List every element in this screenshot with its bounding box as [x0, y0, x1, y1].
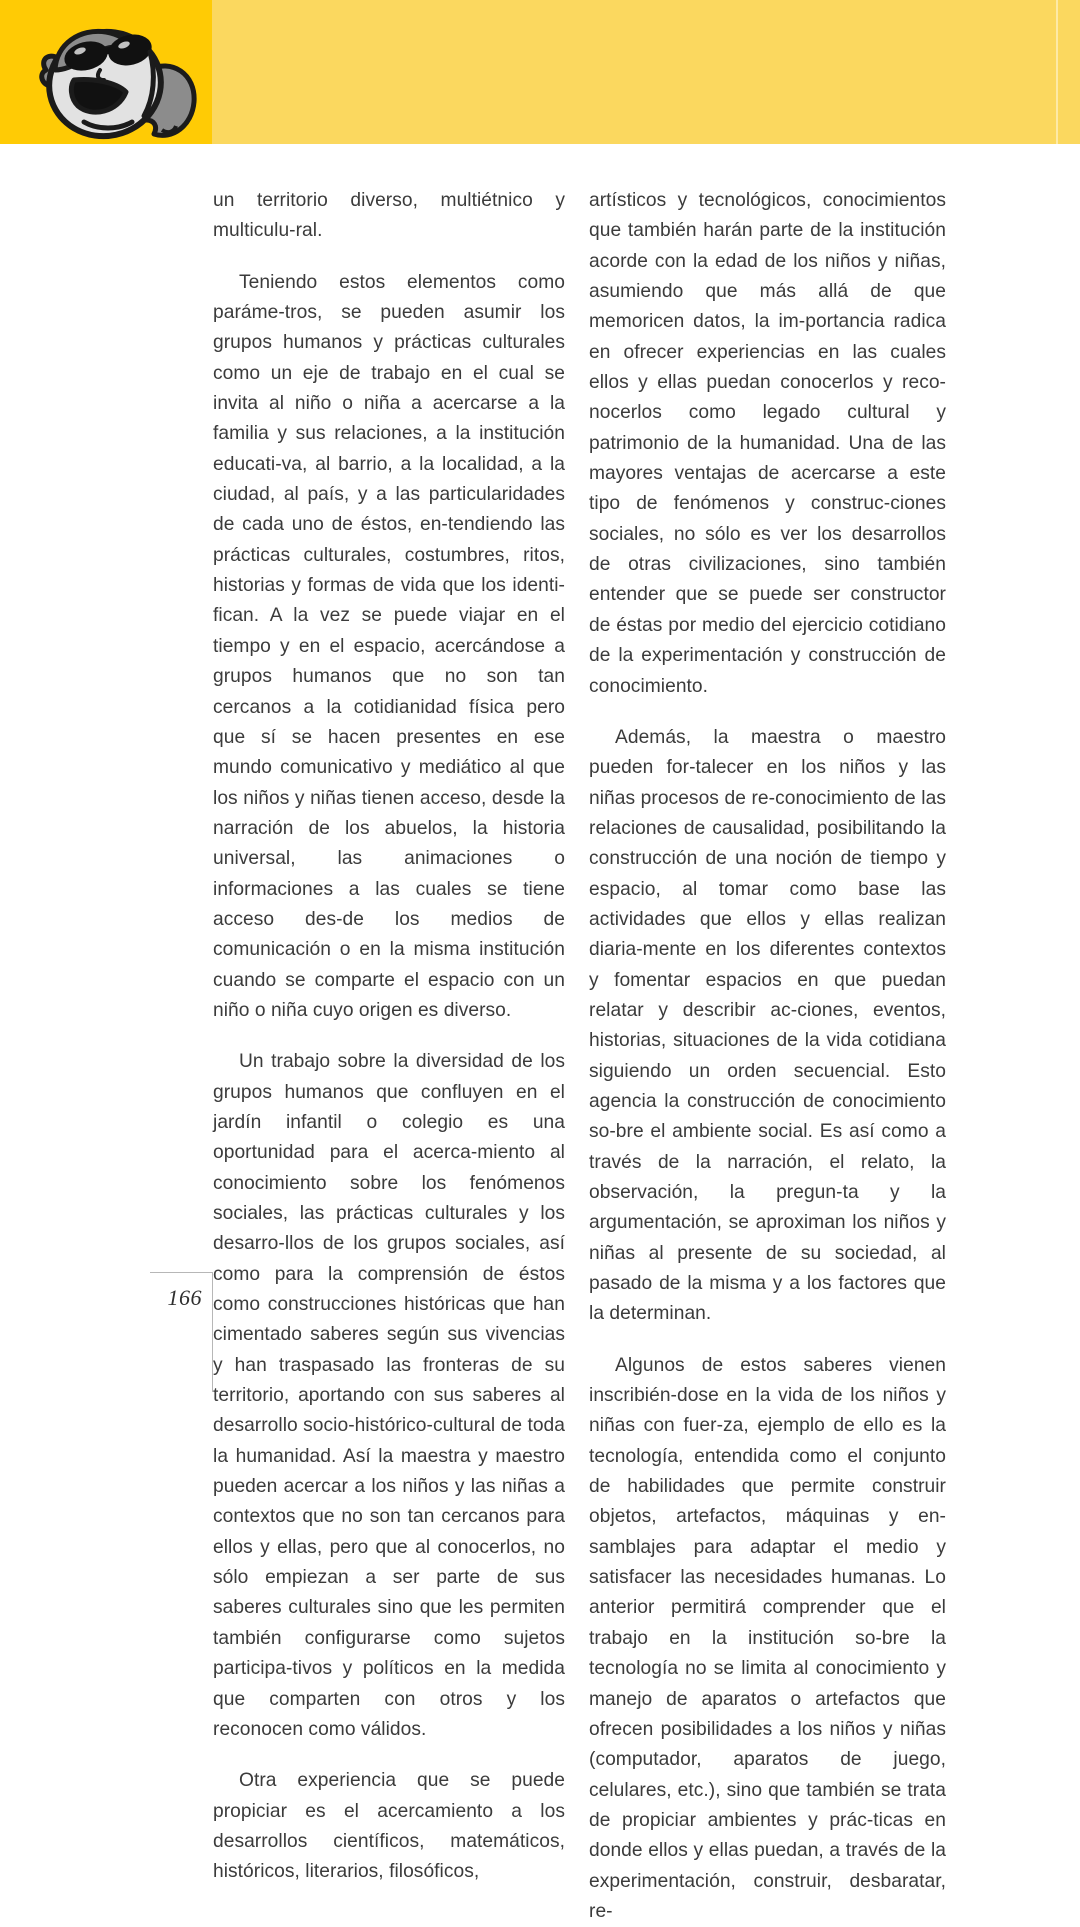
text-column-left	[213, 186, 565, 1888]
page-number: 166	[167, 1285, 202, 1310]
folio-vertical-rule	[212, 1272, 213, 1392]
folio-horizontal-rule	[150, 1272, 213, 1273]
paragraph: Un trabajo sobre la diversidad de los grupos humanos que confluyen en el jardín infantil o colegio es una oportunidad para el acerca-miento al conocimiento sobre los fenómenos sociales, las prácticas culturales y los desarro-llos de los grupos sociales, así como para la comprensión de éstos como construcciones históricas que han cimentado saberes según sus vivencias y han traspasado las fronteras de su territorio, aportando con sus saberes al desarrollo socio-histórico-cultural de toda la humanidad. Así la maestra y maestro pueden acercar a los niños y las niñas a contextos que no son tan cercanos para ellos y ellas, pero que al conocerlos, no sólo empiezan a ser parte de sus saberes culturales sino que les permiten también configurarse como sujetos participa-tivos y políticos en la medida que comparten con otros y los reconocen como válidos.	[213, 1051, 565, 1740]
paragraph: Otra experiencia que se puede propiciar es el acercamiento a los desarrollos científicos, matemáticos, históricos, literarios, filosóficos,	[213, 1770, 565, 1883]
folio-block	[150, 1272, 213, 1392]
text-column-right	[589, 186, 946, 1927]
paragraph: artísticos y tecnológicos, conocimientos que también harán parte de la institución acorde con la edad de los niños y niñas, asumiendo que más allá de que memoricen datos, la im-portancia radica en ofrecer experiencias en las cuales ellos y ellas puedan conocerlos y reco-nocerlos como legado cultural y patrimonio de la humanidad. Una de las mayores ventajas de acercarse a este tipo de fenómenos y construc-ciones sociales, no sólo es ver los desarrollos de otras civilizaciones, sino también entender que se puede ser constructor de éstas por medio del ejercicio cotidiano de la experimentación y construcción de conocimiento.	[589, 190, 946, 697]
paragraph: Además, la maestra o maestro pueden for-talecer en los niños y las niñas procesos de re-conocimiento de las relaciones de causalidad, posibilitando la construcción de una noción de tiempo y espacio, al tomar como base las actividades que ellos y ellas realizan diaria-mente en los diferentes contextos y fomentar espacios en que puedan relatar y describir ac-ciones, eventos, historias, situaciones de la vida cotidiana siguiendo un orden secuencial. Esto agencia la construcción de conocimiento so-bre el ambiente social. Es así como a través de la narración, el relato, la observación, la pregun-ta y la argumentación, se aproximan los niños y niñas al presente de su sociedad, al pasado de la misma y a los factores que la determinan.	[589, 726, 946, 1325]
paragraph: un territorio diverso, multiétnico y multiculu-ral.	[213, 190, 565, 242]
paragraph: Teniendo estos elementos como paráme-tros, se pueden asumir los grupos humanos y prácticas culturales como un eje de trabajo en el cual se invita al niño o niña a acercarse a la familia y sus relaciones, a la institución educati-va, al barrio, a la localidad, a la ciudad, al país, y a las particularidades de cada uno de éstos, en-tendiendo las prácticas culturales, costumbres, ritos, historias y formas de vida que los identi-fican. A la vez se puede viajar en el tiempo y en el espacio, acercándose a grupos humanos que no son tan cercanos a la cotidianidad física pero que sí se hacen presentes en ese mundo comunicativo y mediático al que los niños y niñas tienen acceso, desde la narración de los abuelos, la historia universal, las animaciones o informaciones a las cuales se tiene acceso des-de los medios de comunicación o en la misma institución cuando se comparte el espacio con un niño o niña cuyo origen es diverso.	[213, 271, 565, 1021]
paragraph: Algunos de estos saberes vienen inscribién-dose en la vida de los niños y niñas con fuer-za, ejemplo de ello es la tecnología, entendida como el conjunto de habilidades que permite construir objetos, artefactos, máquinas y en-samblajes para adaptar el medio y satisfacer las necesidades humanas. Lo anterior permitirá comprender que el trabajo en la institución so-bre la tecnología no se limita al conocimiento y manejo de aparatos o artefactos que ofrecen posibilidades a los niños y niñas (computador, aparatos de juego, celulares, etc.), sino que también se trata de propiciar ambientes y prác-ticas en donde ellos y ellas puedan, a través de la experimentación, construir, desbaratar, re-	[589, 1354, 946, 1922]
